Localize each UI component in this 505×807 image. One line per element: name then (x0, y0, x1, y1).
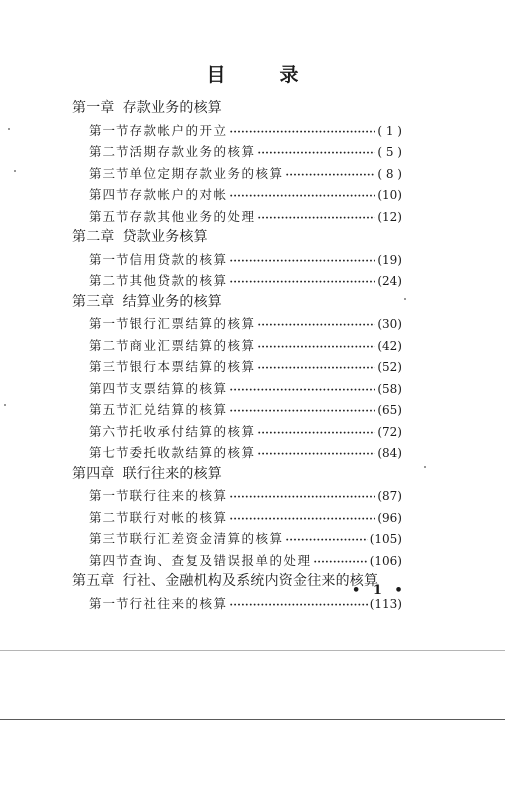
page-ref: (30) (377, 317, 402, 331)
toc-entry (72, 163, 402, 185)
toc-entry (72, 120, 402, 142)
section-title: 托收承付结算的核算 (129, 423, 256, 439)
toc-entry (72, 141, 402, 163)
dot-leader (258, 337, 376, 359)
dot-leader (230, 122, 376, 144)
page-ref: (19) (377, 252, 402, 267)
chapter-number: 第三章 (72, 293, 115, 310)
dot-leader (230, 251, 376, 273)
dot-leader (230, 509, 376, 531)
chapter-title: 结算业务的核算 (122, 293, 223, 310)
section-title: 银行本票结算的核算 (129, 359, 256, 374)
toc-entry (72, 356, 402, 378)
dot-leader (258, 143, 376, 165)
page-ref: (87) (377, 489, 402, 503)
chapter-number: 第二章 (72, 229, 115, 245)
section-number: 第一节 (89, 488, 130, 503)
section-title: 查询、查复及错误报单的处理 (129, 552, 312, 568)
table-of-contents (72, 98, 402, 614)
page-ref: (42) (377, 338, 402, 353)
page-ref: ( 8 ) (377, 166, 402, 181)
dot-leader (258, 315, 376, 337)
scan-speck (424, 466, 426, 468)
section-title: 汇兑结算的核算 (129, 402, 228, 417)
section-title: 联行对帐的核算 (129, 509, 228, 525)
section-title: 联行汇差资金清算的核算 (129, 531, 284, 546)
section-number: 第一节 (89, 122, 130, 138)
toc-entry (72, 335, 402, 357)
title-char-2: 录 (279, 64, 299, 86)
page-ref: (113) (369, 596, 402, 611)
dot-leader (230, 595, 368, 617)
section-title: 银行汇票结算的核算 (129, 316, 256, 331)
chapter-heading (72, 292, 402, 314)
section-title: 支票结算的核算 (129, 380, 228, 396)
title-char-1: 目 (206, 64, 226, 86)
section-title: 行社往来的核算 (129, 595, 228, 611)
scan-speck (8, 128, 10, 130)
dot-leader (230, 487, 376, 509)
toc-entry (72, 378, 402, 400)
dot-leader (258, 423, 376, 445)
section-number: 第三节 (89, 359, 130, 374)
toc-entry (72, 550, 402, 572)
section-title: 单位定期存款业务的核算 (129, 165, 284, 181)
scan-divider-line (0, 719, 505, 720)
toc-entry (72, 249, 402, 271)
chapter-title: 联行往来的核算 (122, 465, 223, 482)
chapter-heading (72, 227, 402, 249)
page-ref: (65) (377, 403, 402, 417)
toc-entry (72, 528, 402, 550)
section-number: 第五节 (89, 208, 130, 224)
section-number: 第一节 (89, 316, 130, 331)
dot-leader (258, 358, 376, 380)
toc-entry (72, 485, 402, 507)
toc-entry (72, 399, 402, 421)
dot-leader (258, 444, 376, 466)
chapter-number: 第四章 (72, 465, 115, 482)
section-number: 第一节 (89, 595, 130, 611)
page-ref: ( 5 ) (377, 145, 402, 159)
section-title: 联行往来的核算 (129, 488, 228, 503)
chapter-number: 第一章 (72, 100, 115, 116)
page-ref: (96) (377, 510, 402, 525)
scan-speck (14, 170, 16, 172)
toc-entry (72, 184, 402, 206)
toc-entry (72, 206, 402, 228)
page-ref: (12) (377, 209, 402, 224)
page-ref: (58) (377, 381, 402, 396)
page-ref: (10) (377, 188, 402, 202)
toc-entry (72, 507, 402, 529)
scan-speck (4, 404, 6, 406)
dot-leader (230, 380, 376, 402)
dot-leader (314, 552, 368, 574)
section-title: 其他贷款的核算 (129, 273, 228, 288)
section-number: 第四节 (89, 552, 130, 568)
toc-entry (72, 313, 402, 335)
section-title: 存款其他业务的处理 (129, 208, 256, 224)
section-number: 第六节 (89, 423, 130, 439)
section-title: 商业汇票结算的核算 (129, 337, 256, 353)
scan-speck (404, 298, 406, 300)
chapter-title: 行社、金融机构及系统内资金往来的核算 (122, 573, 379, 589)
section-title: 存款帐户的对帐 (129, 187, 228, 202)
chapter-title: 存款业务的核算 (122, 100, 223, 116)
section-number: 第三节 (89, 531, 130, 546)
chapter-heading (72, 464, 402, 486)
dot-leader (230, 401, 376, 423)
dot-leader (286, 165, 376, 187)
dot-leader (230, 186, 376, 208)
section-number: 第一节 (89, 251, 130, 267)
chapter-title: 贷款业务核算 (122, 229, 208, 245)
section-title: 存款帐户的开立 (129, 122, 228, 138)
dot-leader (286, 530, 368, 552)
section-number: 第三节 (89, 165, 130, 181)
section-number: 第二节 (89, 273, 130, 288)
page-ref: (52) (377, 360, 402, 374)
section-title: 活期存款业务的核算 (129, 144, 256, 159)
page-title (0, 60, 505, 87)
section-title: 委托收款结算的核算 (129, 445, 256, 460)
section-number: 第五节 (89, 402, 130, 417)
section-number: 第四节 (89, 380, 130, 396)
section-number: 第二节 (89, 337, 130, 353)
chapter-number: 第五章 (72, 573, 115, 589)
scan-divider-line (0, 650, 505, 651)
section-title: 信用贷款的核算 (129, 251, 228, 267)
page-ref: (106) (369, 553, 402, 568)
section-number: 第二节 (89, 509, 130, 525)
dot-leader (258, 208, 376, 230)
dot-leader (230, 272, 376, 294)
page-ref: ( 1 ) (377, 123, 402, 138)
toc-entry (72, 270, 402, 292)
page-number: • 1 • (352, 583, 407, 598)
chapter-heading (72, 98, 402, 120)
section-number: 第四节 (89, 187, 130, 202)
toc-entry (72, 421, 402, 443)
page-ref: (72) (377, 424, 402, 439)
toc-entry (72, 442, 402, 464)
page-ref: (84) (377, 446, 402, 460)
section-number: 第二节 (89, 144, 130, 159)
page-ref: (105) (369, 532, 402, 546)
section-number: 第七节 (89, 445, 130, 460)
page-ref: (24) (377, 274, 402, 288)
